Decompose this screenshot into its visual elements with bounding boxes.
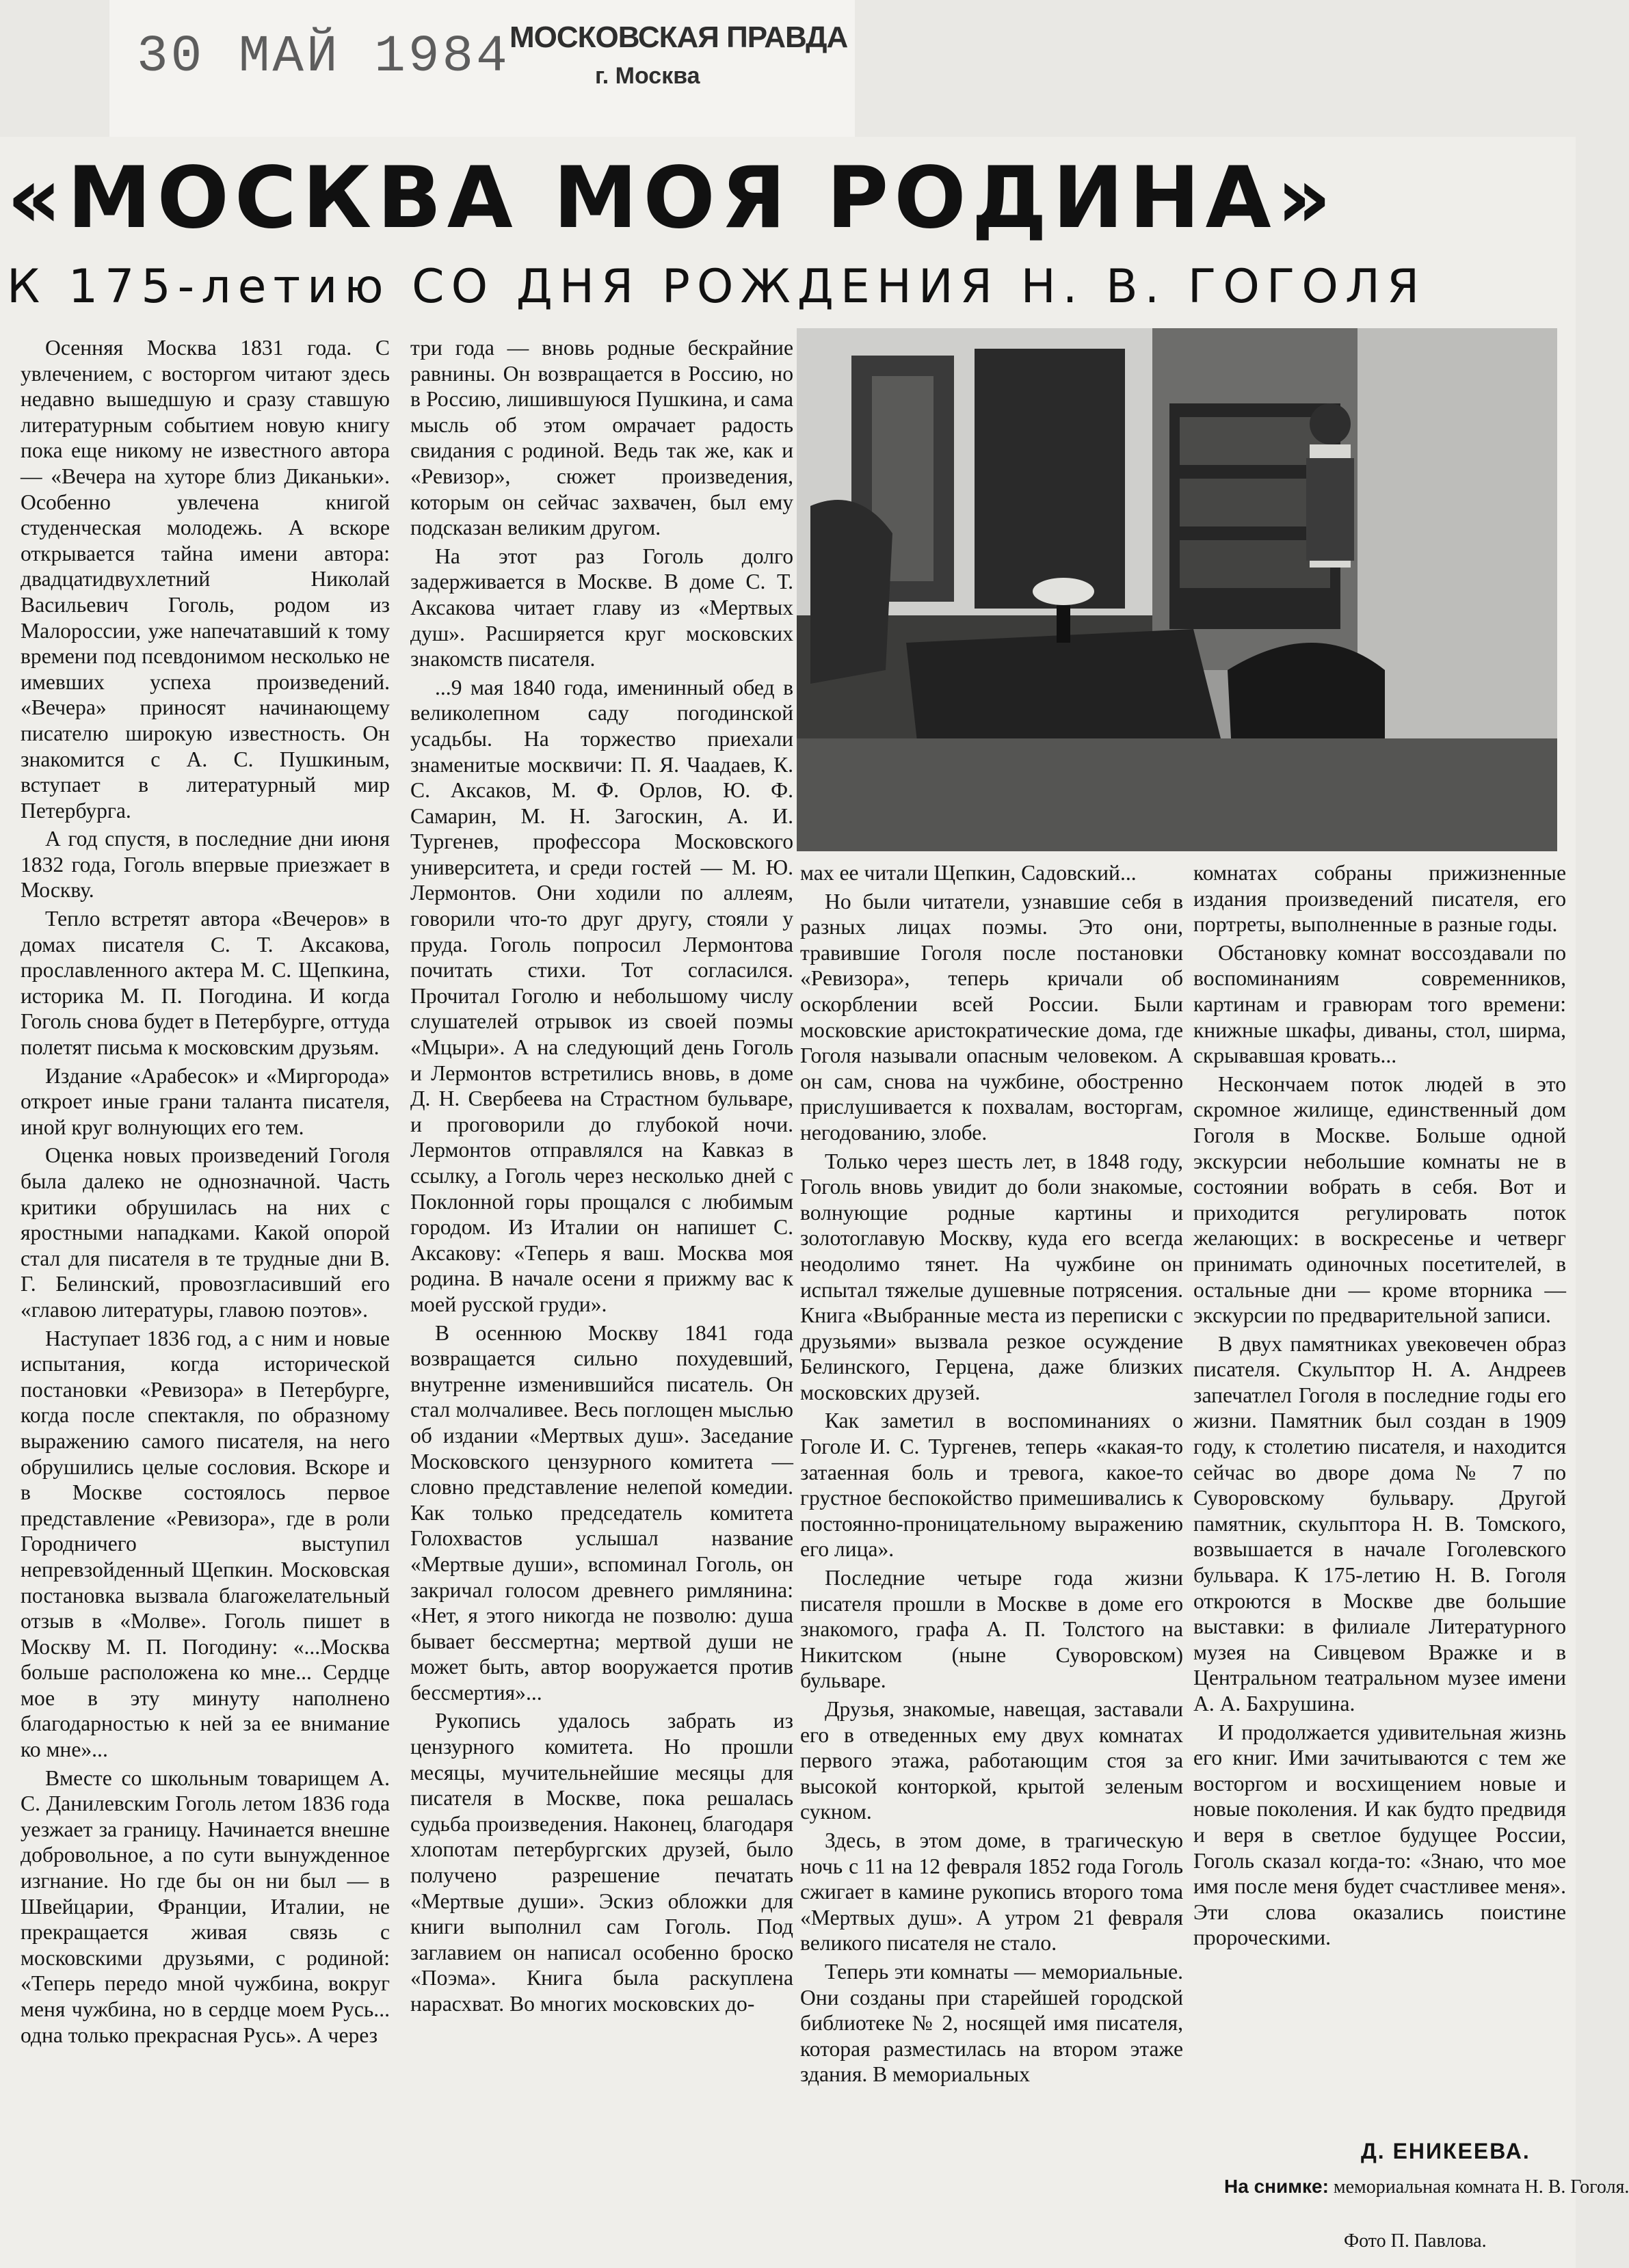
article-column-1 — [21, 335, 390, 2267]
stamp-city: г. Москва — [595, 63, 700, 89]
article-paragraph: Рукопись удалось забрать из цензурного комитета. Но прошли месяцы, мучительнейшие месяцы для писателя в Москве, пока решалась судьба произведения. Наконец, благодаря хлопотам петербургских друзей, было получено разрешение печатать «Мертвые души». Эскиз обложки для книги выполнил сам Гоголь. Под заглавием он написал особенно броско «Поэма». Книга была раскуплена нарасхват. Во многих московских до- — [410, 1709, 793, 2016]
article-column-2 — [410, 335, 793, 2267]
article-paragraph: мах ее читали Щепкин, Садовский... — [800, 861, 1137, 885]
article-paragraph: Теперь эти комнаты — мемориальные. Они созданы при старейшей городской библиотеке № 2, носящей имя писателя, которая разместилась на втором этаже здания. В мемориальных — [800, 1959, 1183, 2087]
article-paragraph: Последние четыре года жизни писателя прошли в Москве в доме его знакомого, графа А. П. Толстого на Никитском (ныне Суворовском) бульваре. — [800, 1566, 1183, 1693]
article-paragraph: В двух памятниках увековечен образ писателя. Скульптор Н. А. Андреев запечатлел Гоголя в последние годы его жизни. Памятник был создан в 1909 году, к столетию писателя, и находится сейчас во дворе дома № 7 по Суворовскому бульвару. Другой памятник, скульптора Н. В. Томского, возвышается в начале Гоголевского бульвара. К 175-летию Н. В. Гоголя откроются в Москве две большие выставки: в филиале Литературного музея на Сивцевом Вражке и в Центральном театральном музее имени А. А. Бахрушина. — [1193, 1331, 1566, 1716]
article-paragraph: три года — вновь родные бескрайние равнины. Он возвращается в Россию, но в Россию, лишившуюся Пушкина, и сама мысль об этом омрачает радость свидания с родиной. Ведь так же, как и «Ревизор», сюжет произведения, которым он сейчас захвачен, был ему подсказан великим другом. — [410, 336, 793, 540]
article-paragraph: В осеннюю Москву 1841 года возвращается сильно похудевший, внутренне изменившийся писатель. Он стал молчаливее. Весь поглощен мыслью об издании «Мертвых душ». Заседание Московского цензурного комитета — словно представление нелепой комедии. Как только председатель комитета Голохвастов услышал название «Мертвые души», вспоминал Гоголь, он закричал голосом древнего римлянина: «Нет, я этого никогда не позволю: душа бывает бессмертна; мертвой души не может быть, автор вооружается против бессмертия»... — [410, 1320, 793, 1705]
article-column-3 — [800, 860, 1183, 2267]
article-column-4 — [1193, 860, 1566, 2173]
article-paragraph: Наступает 1836 год, а с ним и новые испытания, когда исторической постановки «Ревизора» в Петербурге, когда после спектакля, по образному выражению самого писателя, на него обрушились целые сословия. Вскоре и в Москве состоялось первое представление «Ревизора», где в роли Городничего выступил непревзойденный Щепкин. Московская постановка вызвала благожелательный отзыв в «Молве». Гоголь пишет в Москву М. П. Погодину: «...Москва больше расположена ко мне... Сердце мое в эту минуту наполнено благодарностью к ней за ее внимание ко мне»... — [21, 1326, 390, 1762]
photo-caption — [1224, 2174, 1629, 2229]
article-paragraph: Нескончаем поток людей в это скромное жилище, единственный дом Гоголя в Москве. Больше одной экскурсии небольшие комнаты не в состоянии вобрать в себя. Вот и приходится регулировать поток желающих: в воскресенье и четверг принимать одиночных посетителей, в остальные дни — кроме вторника — экскурсии по предварительной записи. — [1193, 1071, 1566, 1328]
article-paragraph: ...9 мая 1840 года, именинный обед в великолепном саду погодинской усадьбы. На торжество приехали знаменитые москвичи: П. Я. Чаадаев, К. С. Аксаков, М. Ф. Орлов, Ю. Ф. Самарин, М. Н. Загоскин, А. И. Тургенев, профессора Московского университета, и среди гостей — М. Ю. Лермонтов. Они ходили по аллеям, говорили что-то друг другу, стояли у пруда. Гоголь попросил Лермонтова почитать стихи. Тот согласился. Прочитал Гоголю и небольшому числу слушателей отрывок из своей поэмы «Мцыри». А на следующий день Гоголь и Лермонтов встретились вновь, в доме Д. Н. Свербеева на Страстном бульваре, и проговорили до глубокой ночи. Лермонтов отправлялся на Кавказ в ссылку, а Гоголь через несколько дней с Поклонной горы прощался с любимым городом. Из Италии он напишет С. Аксакову: «Теперь я ваш. Москва моя родина. В начале осени я прижму вас к моей русской груди». — [410, 675, 793, 1316]
author-signature: Д. ЕНИКЕЕВА. — [1361, 2139, 1531, 2163]
article-paragraph: И продолжается удивительная жизнь его книг. Ими зачитываются с тем же восторгом и восхищением новые и новые поколения. И как будто предвидя и веря в светлое будущее России, Гоголь сказал когда-то: «Знаю, что мое имя после меня будет счастливее меня». Эти слова оказались поистине пророческими. — [1193, 1720, 1566, 1950]
stamp-date: 30 МАЙ 1984 — [137, 27, 510, 86]
memorial-room-photo — [797, 328, 1557, 851]
article-paragraph: Здесь, в этом доме, в трагическую ночь с 11 на 12 февраля 1852 года Гоголь сжигает в камине рукопись второго тома «Мертвых душ». А утром 21 февраля великого писателя не стало. — [800, 1828, 1183, 1956]
article-paragraph: Оценка новых произведений Гоголя была далеко не однозначной. Часть критики обрушилась на них с яростными нападками. Какой опорой стал для писателя в те трудные дни В. Г. Белинский, провозгласивший его «главою литературы, главою поэтов». — [21, 1143, 390, 1322]
article-paragraph: Вместе со школьным товарищем А. С. Данилевским Гоголь летом 1836 года уезжает за границу. Начинается внешне добровольное, а по сути вынужденное изгнание. Но где бы он ни был — в Швейцарии, Франции, Италии, не прекращается живая связь с московскими друзьями, с родиной: «Теперь передо мной чужбина, вокруг меня чужбина, но в сердце моем Русь... одна только прекрасная Русь». А через — [21, 1765, 390, 2047]
subheadline: К 175-летию СО ДНЯ РОЖДЕНИЯ Н. В. ГОГОЛЯ — [7, 260, 1427, 314]
article-paragraph: Друзья, знакомые, навещая, заставали его в отведенных ему двух комнатах первого этажа, работающим стоя за высокой конторкой, крытой зеленым сукном. — [800, 1697, 1183, 1824]
article-paragraph: Тепло встретят автора «Вечеров» в домах писателя С. Т. Аксакова, прославленного актера М. С. Щепкина, историка М. П. Погодина. И когда Гоголь снова будет в Петербурге, оттуда полетят письма к московским друзьям. — [21, 907, 390, 1060]
stamp-newspaper-name: МОСКОВСКАЯ ПРАВДА — [509, 21, 848, 54]
article-paragraph: А год спустя, в последние дни июня 1832 года, Гоголь впервые приезжает в Москву. — [21, 827, 390, 903]
article-paragraph: Только через шесть лет, в 1848 году, Гоголь вновь увидит до боли знакомые, волнующие родные картины и золотоглавую Москву, куда его всегда неодолимо тянет. На чужбине он испытал тяжелые душевные потрясения. Книга «Выбранные места из переписки с друзьями» вызвала резкое осуждение Белинского, Герцена, даже близких московских друзей. — [800, 1149, 1183, 1404]
headline: «МОСКВА МОЯ РОДИНА» — [7, 149, 1337, 248]
photo-credit: Фото П. Павлова. — [1344, 2230, 1487, 2252]
article-paragraph: Издание «Арабесок» и «Миргорода» откроет иные грани таланта писателя, иной круг волнующих его тем. — [21, 1063, 390, 1139]
caption-label: На снимке: — [1224, 2176, 1329, 2197]
caption-text: мемориальная комната Н. В. Гоголя. — [1333, 2176, 1629, 2198]
article-paragraph: Обстановку комнат воссоздавали по воспоминаниям современников, картинам и гравюрам того времени: книжные шкафы, диваны, стол, ширма, скрывавшая кровать... — [1193, 940, 1566, 1068]
article-paragraph: На этот раз Гоголь долго задерживается в Москве. В доме С. Т. Аксакова читает главу из «Мертвых душ». Расширяется круг московских знакомств писателя. — [410, 544, 793, 671]
article-paragraph: Как заметил в воспоминаниях о Гоголе И. С. Тургенев, теперь «какая-то затаенная боль и тревога, какое-то грустное беспокойство примешивались к постоянно-проницательному выражению его лица». — [800, 1409, 1183, 1562]
article-paragraph: Осенняя Москва 1831 года. С увлечением, с восторгом читают здесь недавно вышедшую и сразу ставшую литературным событием новую книгу пока еще никому не известного автора — «Вечера на хуторе близ Диканьки». Особенно увлечена книгой студенческая молодежь. А вскоре открывается тайна имени автора: двадцатидвухлетний Николай Васильевич Гоголь, родом из Малороссии, уже напечатавший к тому времени под псевдонимом несколько не имевших успеха произведений. «Вечера» приносят начинающему писателю широкую известность. Он знакомится с А. С. Пушкиным, вступает в литературный мир Петербурга. — [21, 336, 390, 823]
article-paragraph: Но были читатели, узнавшие себя в разных лицах поэмы. Это они, травившие Гоголя после постановки «Ревизора», теперь кричали об оскорблении всей России. Были московские аристократические дома, где Гоголя называли опасным человеком. А он сам, снова на чужбине, обостренно прислушивается к похвалам, восторгам, негодованию, злобе. — [800, 889, 1183, 1145]
article-paragraph: комнатах собраны прижизненные издания произведений писателя, его портреты, выполненные в разные годы. — [1193, 861, 1566, 937]
